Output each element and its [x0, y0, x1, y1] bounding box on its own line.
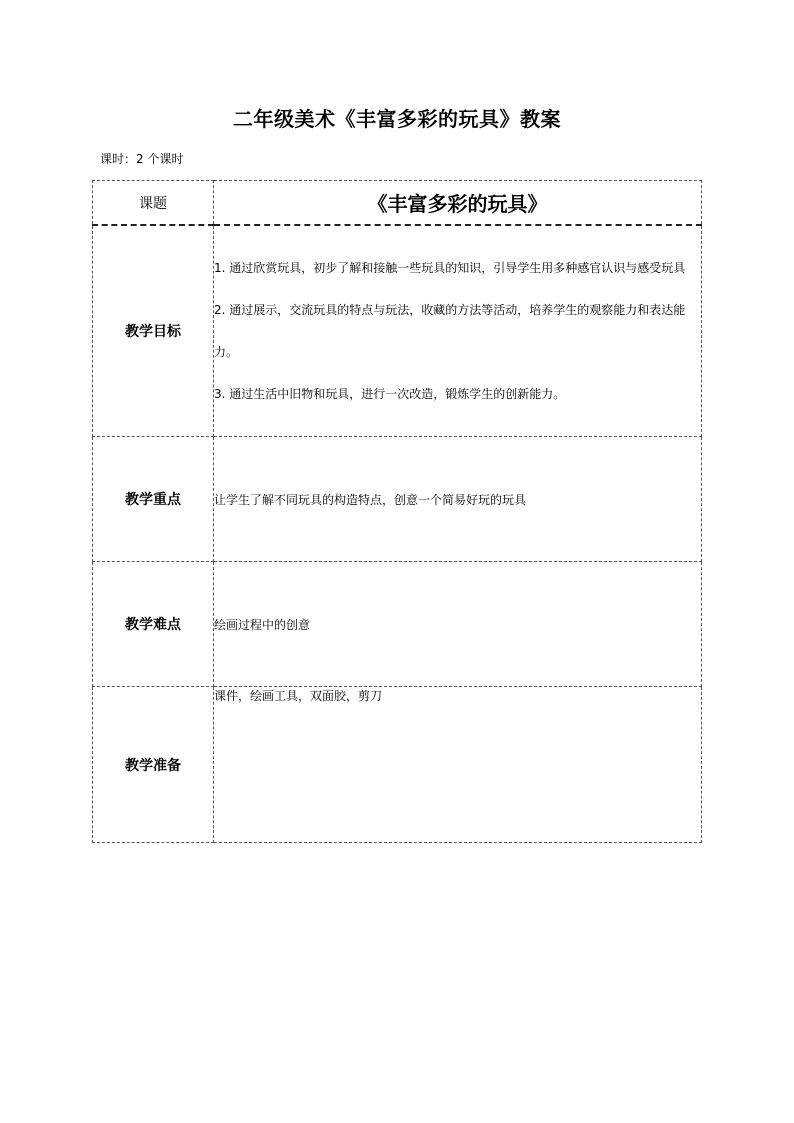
topic-value: 《丰富多彩的玩具》	[214, 181, 702, 226]
table-row-keypoints	[93, 437, 702, 562]
keypoints-value: 让学生了解不同玩具的构造特点，创意一个简易好玩的玩具	[214, 437, 702, 562]
table-row-preparation	[93, 687, 702, 843]
difficulty-label: 教学难点	[93, 562, 214, 687]
keypoints-label: 教学重点	[93, 437, 214, 562]
lesson-plan-table	[92, 180, 702, 843]
objectives-label: 教学目标	[93, 225, 214, 437]
preparation-label: 教学准备	[93, 687, 214, 843]
table-row-objectives	[93, 225, 702, 437]
objective-item: 2. 通过展示，交流玩具的特点与玩法，收藏的方法等活动，培养学生的观察能力和表达能力。	[214, 303, 686, 359]
class-hours-text: 课时：2 个课时	[100, 152, 184, 166]
table-row-topic	[93, 181, 702, 226]
page-title: 二年级美术《丰富多彩的玩具》教案	[233, 107, 561, 131]
objectives-cell	[214, 225, 702, 437]
table-row-difficulty	[93, 562, 702, 687]
preparation-value: 课件，绘画工具，双面胶，剪刀	[214, 687, 702, 843]
objective-item: 1. 通过欣赏玩具，初步了解和接触一些玩具的知识，引导学生用多种感官认识与感受玩具	[214, 261, 686, 275]
objective-item: 3. 通过生活中旧物和玩具，进行一次改造，锻炼学生的创新能力。	[214, 387, 566, 401]
topic-label: 课题	[93, 181, 214, 226]
difficulty-value: 绘画过程中的创意	[214, 562, 702, 687]
